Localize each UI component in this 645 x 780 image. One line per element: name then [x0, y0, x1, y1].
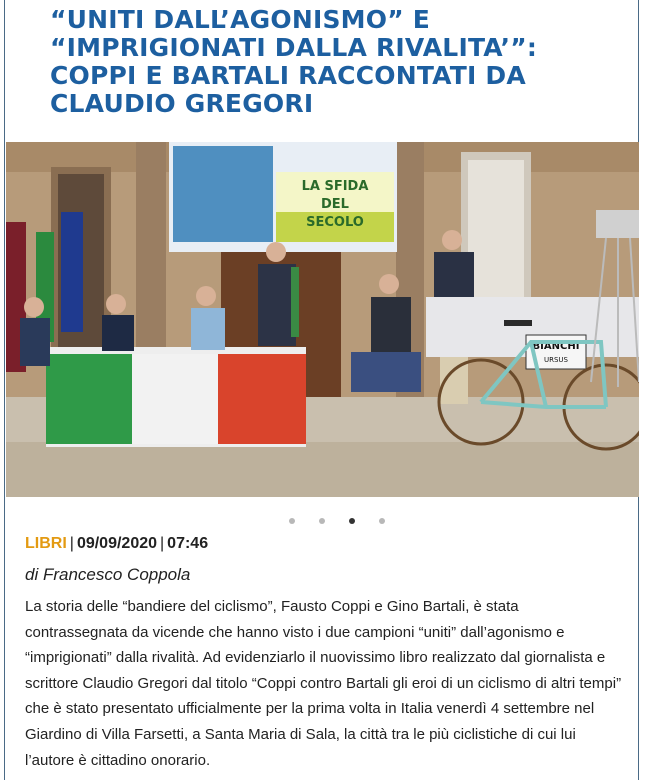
carousel-dot-1[interactable] — [289, 518, 295, 524]
category-link[interactable]: LIBRI — [25, 535, 67, 552]
meta-separator: | — [160, 535, 165, 552]
article-title: “UNITI DALL’AGONISMO” E “IMPRIGIONATI DALLA RIVALITA’”: COPPI E BARTALI RACCONTATI DA CLAUDIO GREGORI — [50, 5, 538, 118]
bike-sign-sub: URSUS — [544, 356, 568, 364]
carousel-dots — [0, 513, 645, 529]
bike-sign-text: BIANCHI — [532, 341, 580, 352]
article-body: La storia delle “bandiere del ciclismo”, Fausto Coppi e Gino Bartali, è stata contrassegnata da vicende che hanno visto i due campioni “uniti” dall’agonismo e “imprigionati” dalla rivalità. Ad evidenziarlo il nuovissimo libro realizzato dal giornalista e scrittore Claudio Gregori dal titolo “Coppi contro Bartali gli eroi di un ciclismo di altri tempi” che è stato presentato ufficialmente per la prima volta in Italia venerdì 4 settembre nel Giardino di Villa Farsetti, a Santa Maria di Sala, la città tra le più ciclistiche di cui lui l’autore è cittadino onorario. — [25, 598, 622, 769]
article-meta — [25, 535, 208, 555]
article-time: 07:46 — [167, 535, 209, 552]
meta-separator: | — [69, 535, 74, 552]
screen-text-2: DEL — [321, 197, 349, 212]
article-author: di Francesco Coppola — [25, 565, 191, 584]
screen-text-1: LA SFIDA — [301, 179, 369, 194]
carousel-dot-2[interactable] — [319, 518, 325, 524]
carousel-dot-4[interactable] — [379, 518, 385, 524]
photo-illustration — [6, 142, 639, 497]
article-photo[interactable] — [6, 142, 639, 497]
screen-text-3: SECOLO — [306, 215, 364, 230]
carousel-dot-3[interactable] — [349, 518, 355, 524]
article-date: 09/09/2020 — [76, 535, 158, 552]
